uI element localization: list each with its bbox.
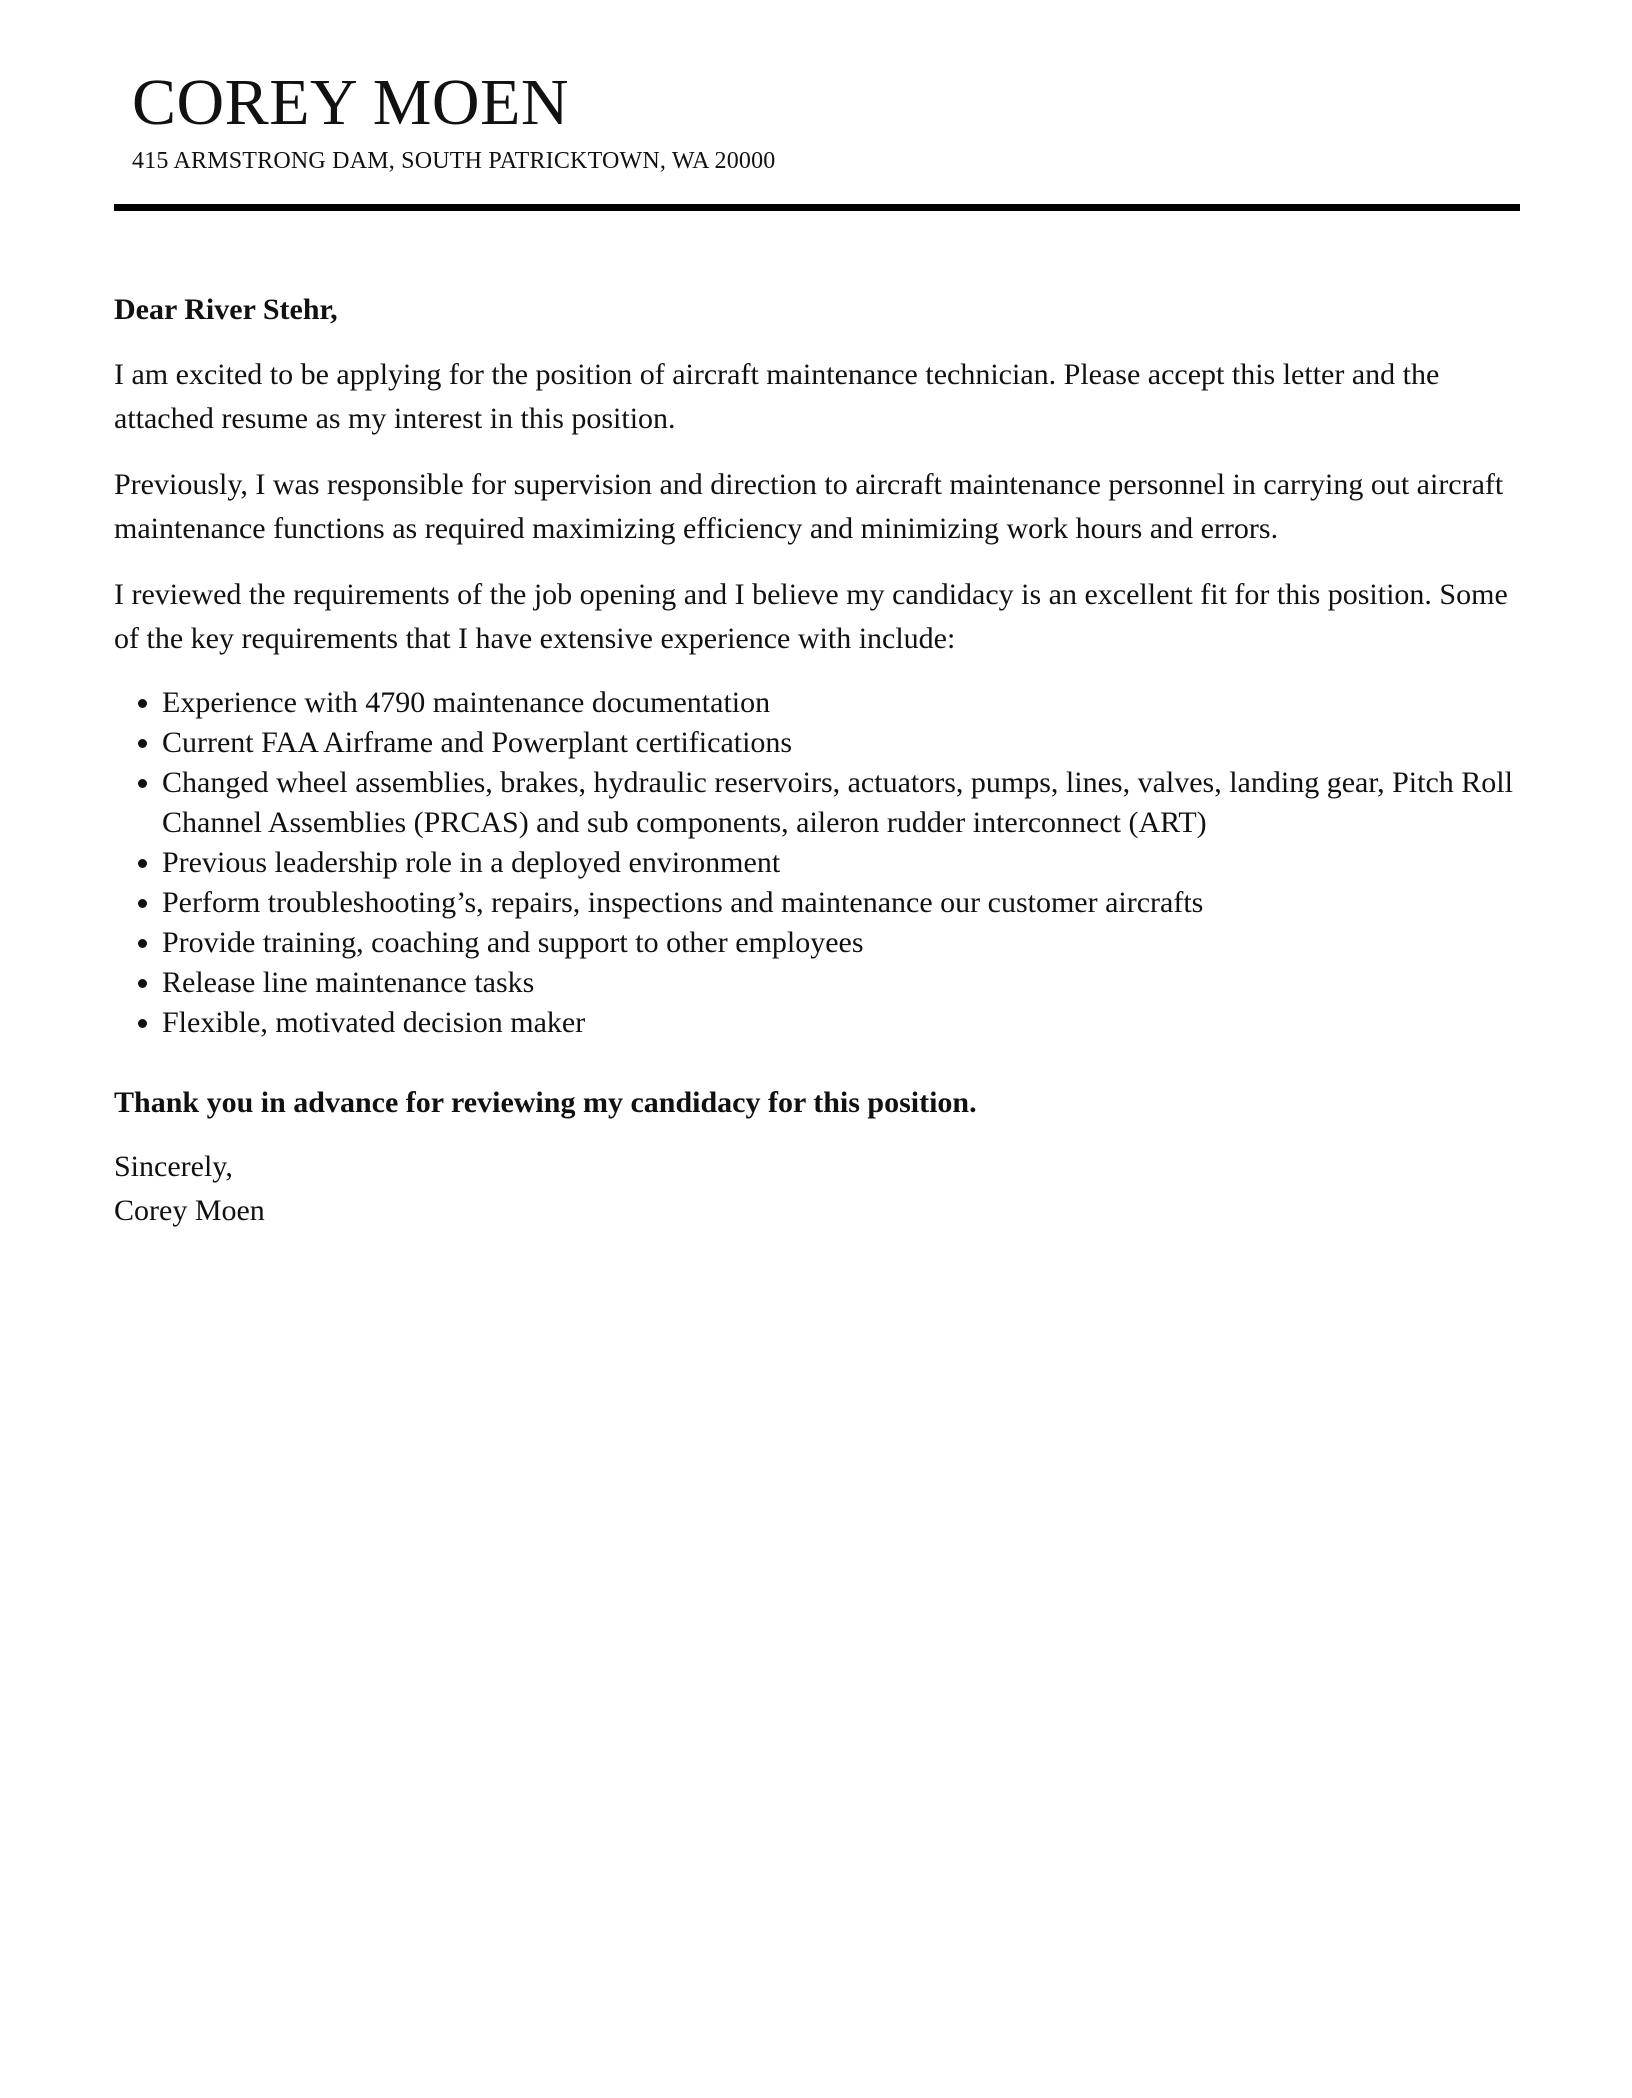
closing-statement: Thank you in advance for reviewing my candidacy for this position.	[114, 1086, 977, 1119]
list-item: • Release line maintenance tasks	[162, 963, 1520, 1003]
signoff-text: Sincerely,	[114, 1150, 233, 1183]
letter-body	[114, 288, 1520, 1233]
list-item: • Current FAA Airframe and Powerplant certifications	[162, 723, 1520, 763]
experience-paragraph: Previously, I was responsible for supervision and direction to aircraft maintenance personnel in carrying out aircraft maintenance functions as required maximizing efficiency and minimizing work hours and errors.	[114, 468, 1504, 545]
intro-paragraph: I am excited to be applying for the position of aircraft maintenance technician. Please accept this letter and the attached resume as my interest in this position.	[114, 358, 1440, 435]
list-item: • Provide training, coaching and support to other employees	[162, 923, 1520, 963]
requirements-list	[114, 683, 1520, 1043]
signoff	[114, 1145, 1520, 1233]
salutation: Dear River Stehr,	[114, 293, 338, 326]
requirements-intro-paragraph: I reviewed the requirements of the job opening and I believe my candidacy is an excellent fit for this position. Some of the key requirements that I have extensive experience with include:	[114, 578, 1508, 655]
header-divider	[114, 204, 1520, 211]
applicant-address: 415 ARMSTRONG DAM, SOUTH PATRICKTOWN, WA 20000	[132, 148, 776, 174]
list-item: • Perform troubleshooting’s, repairs, inspections and maintenance our customer aircrafts	[162, 883, 1520, 923]
applicant-name: COREY MOEN	[132, 66, 570, 139]
list-item: • Flexible, motivated decision maker	[162, 1003, 1520, 1043]
list-item: • Previous leadership role in a deployed environment	[162, 843, 1520, 883]
signature-name: Corey Moen	[114, 1194, 265, 1227]
list-item: • Experience with 4790 maintenance documentation	[162, 683, 1520, 723]
list-item: • Changed wheel assemblies, brakes, hydraulic reservoirs, actuators, pumps, lines, valves, landing gear, Pitch Roll Channel Assemblies (PRCAS) and sub components, aileron rudder interconnect (ART)	[162, 763, 1520, 843]
